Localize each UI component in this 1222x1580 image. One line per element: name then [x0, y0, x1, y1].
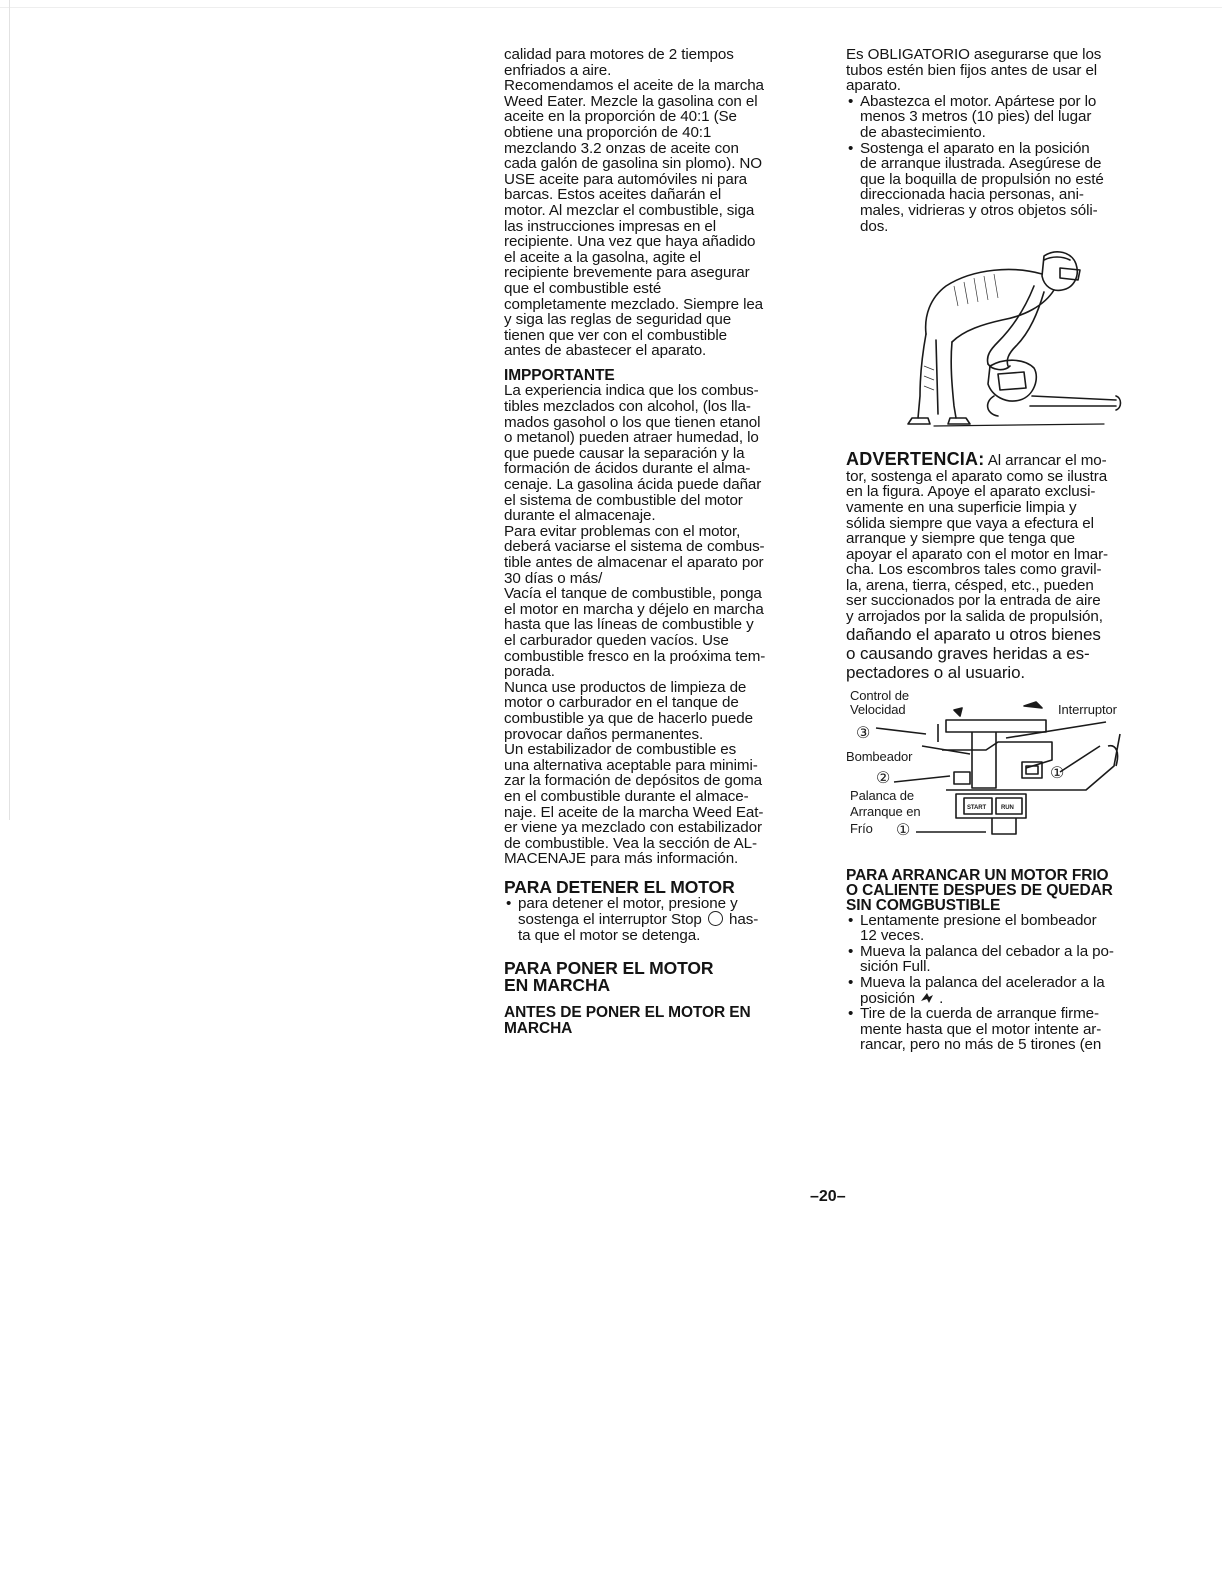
cold-start-step: [846, 944, 1156, 975]
fuel-mix-line: las instrucciones impresas en el: [504, 217, 717, 235]
cold-start-step-line: [860, 944, 1156, 960]
important-line: combustible ya que de hacerlo puede: [504, 709, 753, 727]
cold-start-step: [846, 975, 1156, 1006]
fuel-mix-line: enfriados a aire.: [504, 61, 612, 79]
cold-heading-line: O CALIENTE DESPUES DE QUEDAR: [846, 881, 1113, 899]
stop-step-has: has-: [729, 911, 759, 929]
fuel-mix-line: aceite en la proporción de 40:1 (Se: [504, 108, 737, 126]
cold-start-step: [846, 913, 1156, 944]
important-line: tibles mezclados con alcohol, (los lla-: [504, 398, 751, 416]
important-line: provocar daños permanentes.: [504, 725, 704, 743]
important-line: zar la formación de depósitos de goma: [504, 772, 763, 790]
stop-step-line: • para detener el motor, presione y: [518, 894, 738, 912]
cold-heading-line: SIN COMGBUSTIBLE: [846, 896, 1001, 914]
before-start-heading: [504, 1005, 822, 1037]
fueling-step-text: que la boquilla de propulsión no esté: [860, 170, 1104, 188]
page-number: –20–: [810, 1188, 846, 1205]
fueling-step-text: Sostenga el aparato en la posición: [860, 139, 1090, 157]
label-control-1: Control de: [850, 687, 909, 703]
tubes-line: tubos estén bien fijos antes de usar el: [846, 61, 1098, 79]
tubes-line: Es OBLIGATORIO asegurarse que los: [846, 46, 1102, 63]
important-line: hasta que las líneas de combustible y: [504, 616, 754, 634]
fueling-step-text: menos 3 metros (10 pies) del lugar: [860, 108, 1092, 126]
start-heading-line: PARA PONER EL MOTOR: [504, 957, 714, 978]
fueling-step-line: [860, 172, 1156, 188]
cold-start-step-line: [860, 975, 1156, 991]
warning-line: en la figura. Apoye el aparato exclusi-: [846, 483, 1096, 501]
label-palanca-2: Arranque en: [850, 803, 921, 819]
warning-line: la, arena, tierra, césped, etc., pueden: [846, 576, 1094, 594]
stop-step-line: ta que el motor se detenga.: [518, 927, 701, 945]
fueling-step-line: [860, 203, 1156, 219]
callout-3: ③: [856, 724, 871, 742]
warning-label: ADVERTENCIA:: [846, 449, 985, 470]
warning-body: [846, 469, 1156, 625]
important-line: Un estabilizador de combustible es: [504, 741, 737, 759]
warning-block: [846, 449, 1156, 682]
fueling-step-line: [860, 125, 1156, 141]
important-line: Nunca use productos de limpieza de: [504, 678, 747, 696]
left-scan-edge: [9, 0, 10, 820]
fast-throttle-icon: [919, 991, 935, 1005]
label-interruptor: Interruptor: [1058, 701, 1117, 717]
important-line: motor o carburador en el tanque de: [504, 694, 739, 712]
fueling-step-line: [860, 156, 1156, 172]
important-line: el carburador queden vacíos. Use: [504, 631, 729, 649]
cold-start-step-text: posición: [860, 989, 915, 1007]
cold-start-step-text: 12 veces.: [860, 927, 925, 945]
top-scan-line: [0, 7, 1222, 8]
fueling-step-line: [860, 141, 1156, 157]
fuel-mix-paragraph: [504, 47, 822, 359]
fuel-mix-line: recipiente brevemente para asegurar: [504, 264, 750, 282]
callout-1-left: ①: [896, 821, 911, 839]
warning-first-line: [846, 449, 1156, 470]
warning-line: arranque y siempre que tenga que: [846, 530, 1075, 548]
warning-line: vamente en una superficie limpia y: [846, 498, 1077, 516]
fueling-step-text: direccionada hacia personas, ani-: [860, 186, 1084, 204]
label-palanca-3: Frío: [850, 820, 873, 836]
start-engine-heading: [504, 957, 822, 995]
important-line: o metanol) pueden atraer humedad, lo: [504, 429, 759, 447]
cold-start-step-line: [860, 928, 1156, 944]
cold-start-step-text: Lentamente presione el bombeador: [860, 911, 1097, 929]
important-line: formación de ácidos durante el alma-: [504, 460, 751, 478]
fueling-step-text: dos.: [860, 217, 889, 235]
important-heading: IMPPORTANTE: [504, 366, 615, 384]
warning-line: cha. Los escombros tales como gravil-: [846, 561, 1102, 579]
important-line: 30 días o más/: [504, 569, 603, 587]
warning-line: y arrojados por la salida de propulsión,: [846, 608, 1103, 626]
control-panel-diagram: [846, 686, 1146, 866]
fuel-mix-line: motor. Al mezclar el combustible, siga: [504, 201, 755, 219]
warning-tail-line: dañando el aparato u otros bienes: [846, 624, 1101, 644]
tubes-line: aparato.: [846, 77, 901, 95]
warning-first-text: Al arrancar el mo-: [987, 452, 1107, 470]
fuel-mix-line: cada galón de gasolina sin plomo). NO: [504, 155, 763, 173]
cold-start-step-text: sición Full.: [860, 958, 931, 976]
fuel-mix-line: recipiente. Una vez que haya añadido: [504, 233, 756, 251]
fuel-mix-line: antes de abastecer el aparato.: [504, 342, 707, 360]
important-line: Para evitar problemas con el motor,: [504, 522, 741, 540]
fuel-mix-line: barcas. Estos aceites dañarán el: [504, 186, 722, 204]
callout-1-right: ①: [1050, 764, 1065, 782]
important-line: mados gasohol o los que tienen etanol: [504, 413, 761, 431]
cold-start-step-text: mente hasta que el motor intente ar-: [860, 1020, 1102, 1038]
important-line: deberá vaciarse el sistema de combus-: [504, 538, 765, 556]
fuel-mix-line: Weed Eater. Mezcle la gasolina con el: [504, 92, 758, 110]
fueling-step: [846, 141, 1156, 235]
cold-heading-line: PARA ARRANCAR UN MOTOR FRIO: [846, 866, 1109, 884]
stop-engine-heading: PARA DETENER EL MOTOR: [504, 876, 735, 897]
important-line: naje. El aceite de la marcha Weed Eat-: [504, 803, 764, 821]
fuel-mix-line: tienen que ver con el combustible: [504, 326, 727, 344]
callout-2: ②: [876, 769, 891, 787]
warning-line: sólida siempre que vaya a efectura el: [846, 514, 1094, 532]
important-line: que puede causar la separación y la: [504, 444, 745, 462]
fuel-mix-line: mezclando 3.2 onzas de aceite con: [504, 139, 739, 157]
before-heading-line: ANTES DE PONER EL MOTOR EN: [504, 1003, 751, 1021]
important-line: combustible fresco en la proóxima tem-: [504, 647, 766, 665]
before-heading-line: MARCHA: [504, 1019, 573, 1037]
stop-step-text: sostenga el interruptor Stop: [518, 911, 702, 929]
fueling-step-line: [860, 94, 1156, 110]
cold-start-step-line: [860, 1022, 1156, 1038]
fueling-step-text: de arranque ilustrada. Asegúrese de: [860, 155, 1102, 173]
warning-tail-line: pectadores o al usuario.: [846, 662, 1026, 682]
start-heading-line: EN MARCHA: [504, 974, 611, 995]
stop-engine-step: [504, 896, 822, 944]
cold-start-list: [846, 913, 1156, 1053]
warning-line: tor, sostenga el aparato como se ilustra: [846, 467, 1108, 485]
important-line: Vacía el tanque de combustible, ponga: [504, 585, 762, 603]
fuel-mix-line: Recomendamos el aceite de la marcha: [504, 77, 764, 95]
fueling-step-text: males, vidrieras y otros objetos sóli-: [860, 201, 1098, 219]
fueling-step-line: [860, 187, 1156, 203]
fuel-mix-line: obtiene una proporción de 40:1: [504, 123, 712, 141]
cold-start-step: [846, 1006, 1156, 1053]
important-line: porada.: [504, 663, 555, 681]
stop-switch-icon: [708, 911, 723, 926]
cold-start-step-text: Tire de la cuerda de arranque firme-: [860, 1005, 1099, 1023]
important-line: el motor en marcha y déjelo en marcha: [504, 600, 764, 618]
fueling-step-text: Abastezca el motor. Apártese por lo: [860, 92, 1097, 110]
important-line: de combustible. Vea la sección de AL-: [504, 834, 757, 852]
fueling-step-line: [860, 219, 1156, 235]
warning-line: ser succionados por la entrada de aire: [846, 592, 1101, 610]
left-column: [504, 47, 822, 1037]
operator-starting-blower-illustration: [894, 246, 1124, 438]
cold-start-step-line: [860, 913, 1156, 929]
cold-start-heading: [846, 868, 1156, 913]
cold-start-step-text: rancar, pero no más de 5 tirones (en: [860, 1036, 1102, 1054]
stop-engine-list: [504, 896, 822, 944]
tubes-paragraph: [846, 47, 1156, 94]
right-column: [846, 47, 1156, 1053]
label-control-2: Velocidad: [850, 701, 906, 717]
important-line: La experiencia indica que los combus-: [504, 382, 759, 400]
label-bombeador: Bombeador: [846, 748, 913, 764]
warning-line: apoyar el aparato con el motor en lmar-: [846, 545, 1109, 563]
fueling-list: [846, 94, 1156, 234]
stop-step-line: [518, 911, 822, 928]
start-marking: START: [967, 804, 987, 811]
fuel-mix-line: USE aceite para automóviles ni para: [504, 170, 748, 188]
run-marking: RUN: [1001, 804, 1014, 811]
cold-start-step-line: [860, 1006, 1156, 1022]
cold-start-step-line: [860, 959, 1156, 975]
important-line: tible antes de almacenar el aparato por: [504, 554, 764, 571]
fuel-mix-line: el aceite a la gasolna, agite el: [504, 248, 701, 266]
fueling-step-line: [860, 109, 1156, 125]
important-line: en el combustible durante el almace-: [504, 787, 749, 805]
fuel-mix-line: y siga las reglas de seguridad que: [504, 311, 732, 329]
important-line: cenaje. La gasolina ácida puede dañar: [504, 476, 762, 494]
fueling-step: [846, 94, 1156, 141]
cold-start-step-line: [860, 1037, 1156, 1053]
important-paragraph: [504, 383, 822, 866]
fuel-mix-line: completamente mezclado. Siempre lea: [504, 295, 764, 313]
cold-start-step-text: Mueva la palanca del cebador a la po-: [860, 942, 1114, 960]
important-line: MACENAJE para más información.: [504, 850, 739, 868]
warning-tail: [846, 625, 1156, 682]
cold-start-step-text: Mueva la palanca del acelerador a la: [860, 974, 1105, 992]
important-line: el sistema de combustible del motor: [504, 491, 743, 509]
fueling-step-text: de abastecimiento.: [860, 123, 986, 141]
warning-tail-line: o causando graves heridas a es-: [846, 643, 1090, 663]
important-line: er viene ya mezclado con estabilizador: [504, 819, 762, 837]
cold-start-step-line: posición .: [860, 989, 944, 1007]
fuel-mix-line: que el combustible esté: [504, 279, 662, 297]
important-line: una alternativa aceptable para minimi-: [504, 756, 758, 774]
label-palanca-1: Palanca de: [850, 787, 915, 803]
important-line: durante el almacenaje.: [504, 507, 656, 525]
fuel-mix-line: calidad para motores de 2 tiempos: [504, 46, 734, 63]
